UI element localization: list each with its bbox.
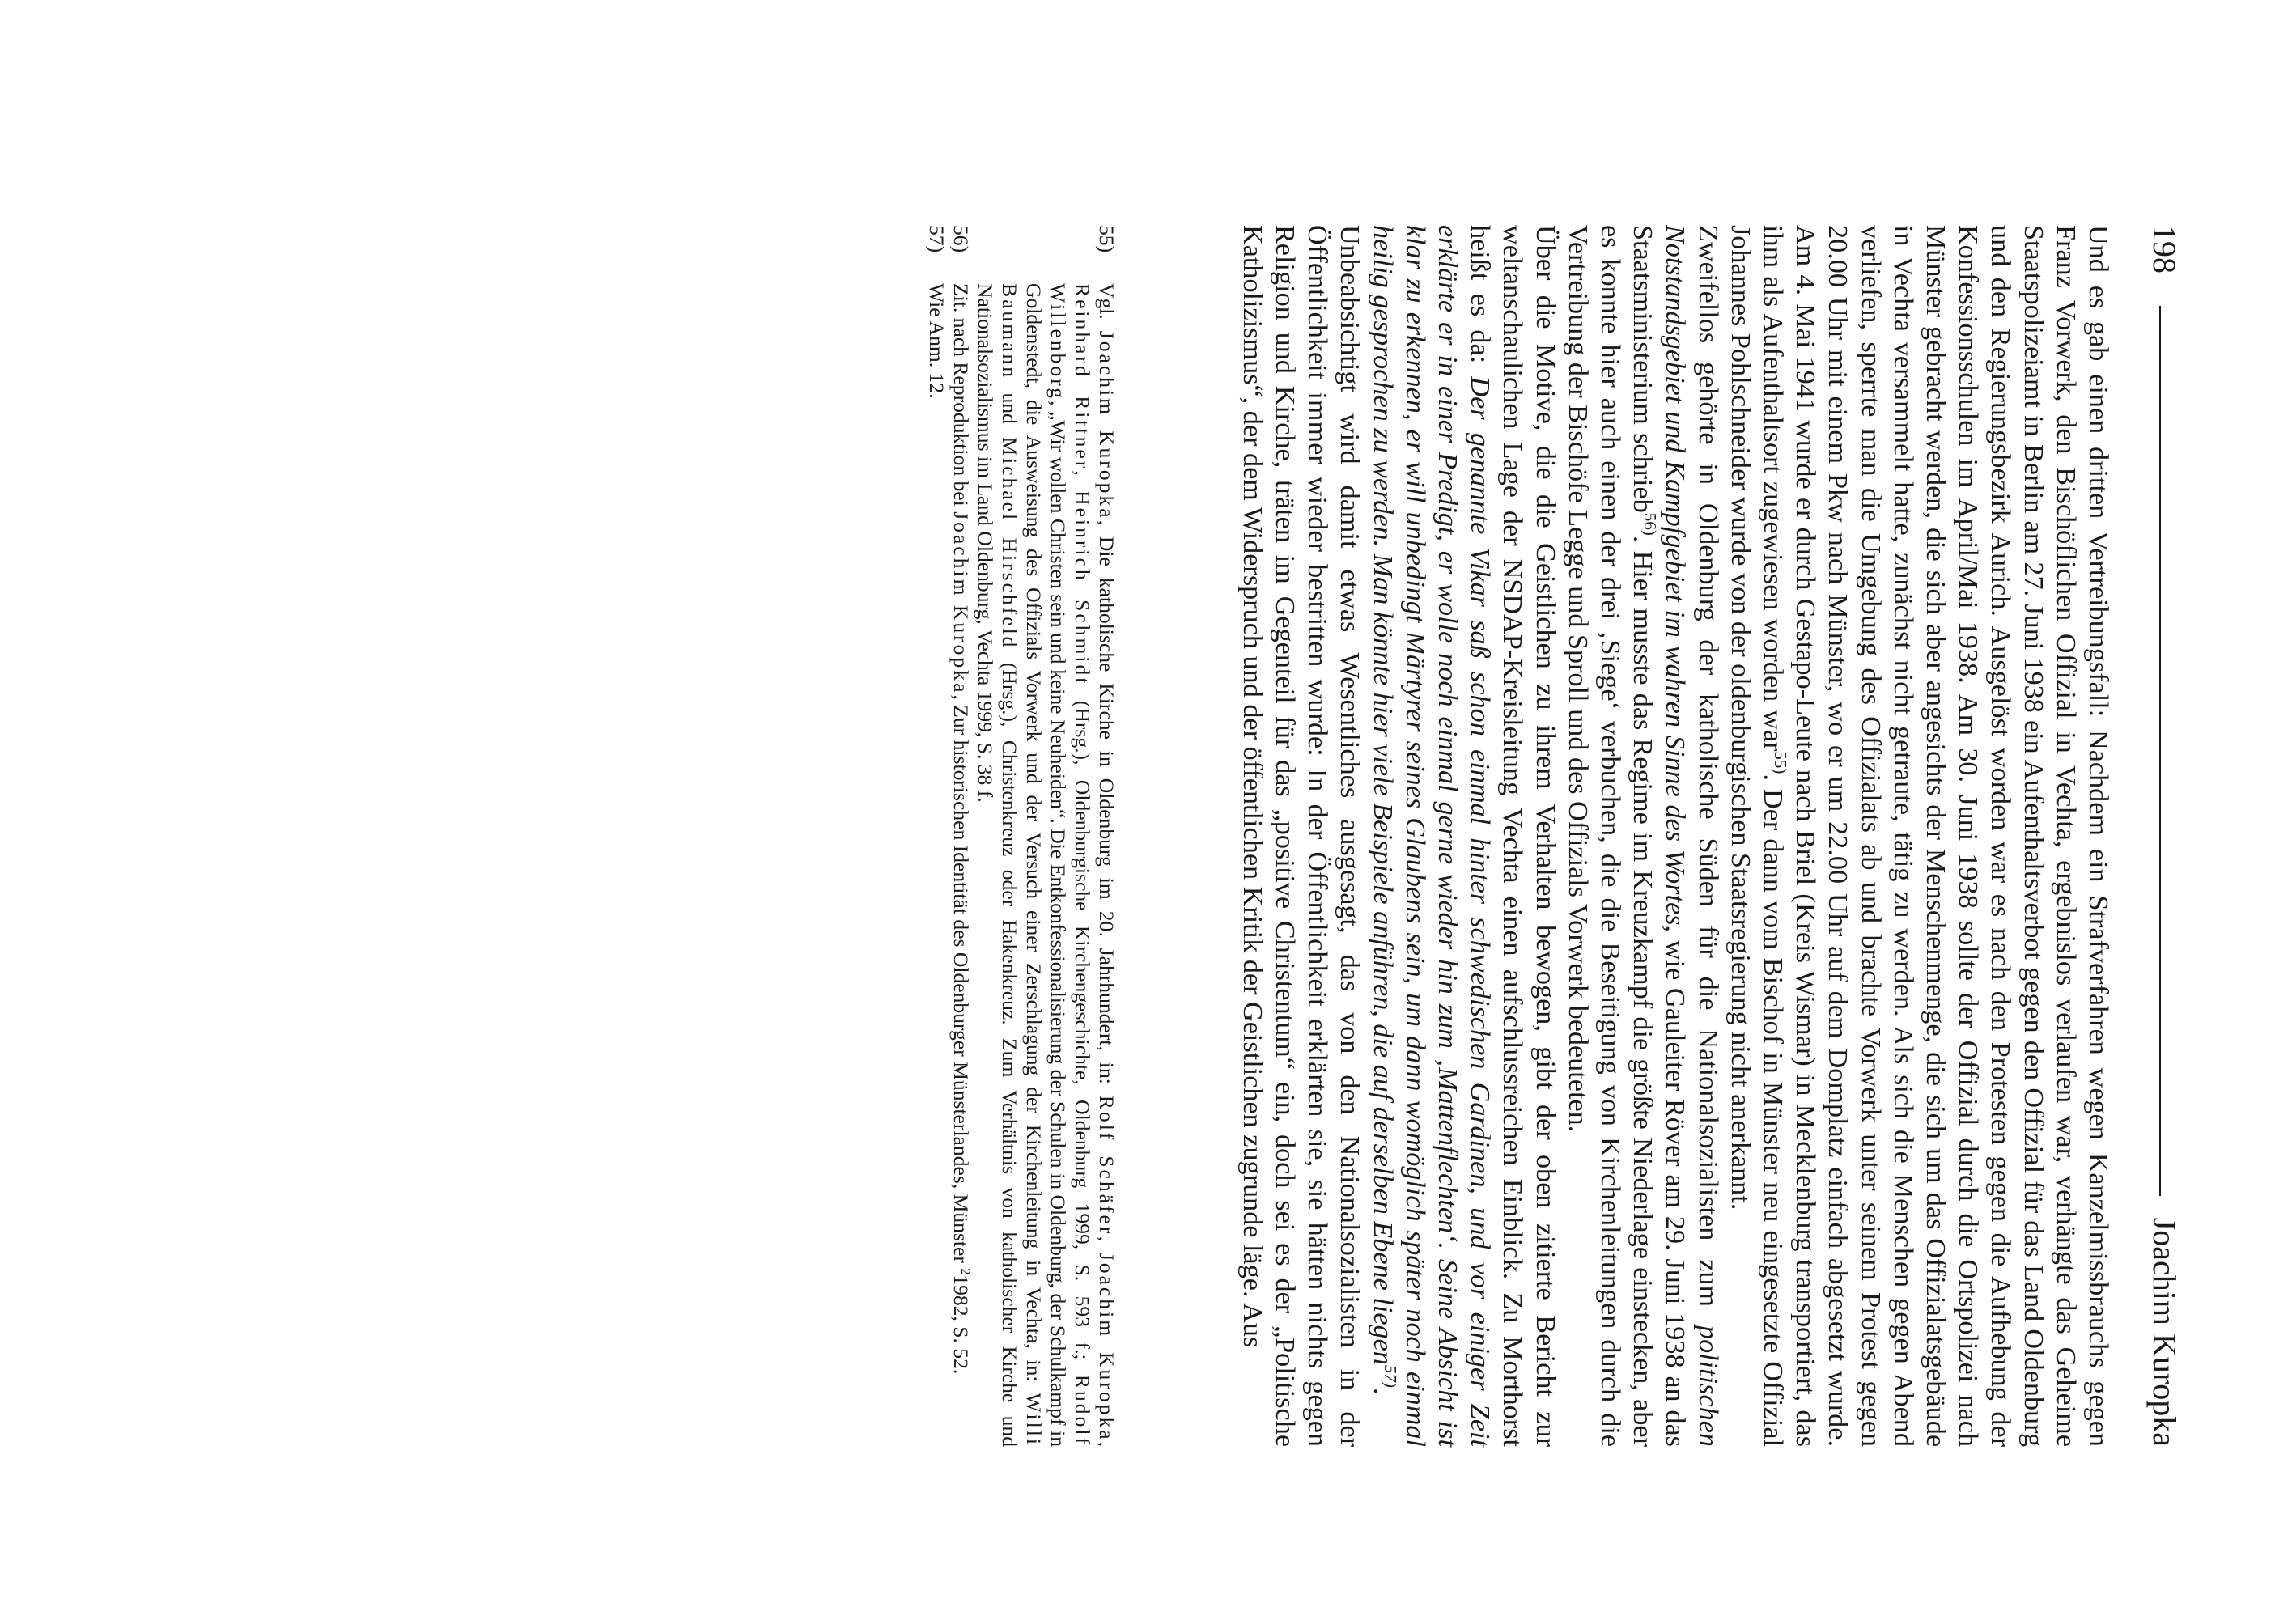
- footnote-ref-57[interactable]: 57): [1380, 1364, 1400, 1388]
- footnotes: [924, 225, 1118, 1447]
- running-head-author: Joachim Kuropka: [2146, 1217, 2183, 1447]
- author-name: Joachim Kuropka: [949, 511, 973, 695]
- author-name: Joachim Kuropka: [1095, 330, 1118, 520]
- edition-superscript: 2: [958, 1268, 972, 1275]
- author-name: Heinrich Schmidt: [1071, 490, 1094, 686]
- footnote-55: 55) Vgl. Joachim Kuropka, Die katholische Kirche in Oldenburg im 20. Jahrhundert, in: Rolf Schäfer, Joachim Kuropka, Reinhard Rittner, Heinrich Schmidt (Hrsg.), Oldenburgische Kirchengeschichte, Oldenburg 1999, S. 593 f.; Rudolf Willenborg, „Wir wollen Christen sein und keine Neuheiden“. Die Entkonfessionalisierung der Schulen in Oldenburg, der Schulkampf in Goldenstedt, die Ausweisung des Offizials Vorwerk und der Versuch einer Zerschlagung der Kirchenleitung in Vechta, in: Willi Baumann und Michael Hirschfeld (Hrsg.), Christenkreuz oder Hakenkreuz. Zum Verhältnis von katholischer Kirche und Nationalsozialismus im Land Oldenburg, Vechta 1999, S. 38 f.: [974, 225, 1118, 1448]
- author-name: Michael Hirschfeld: [998, 437, 1021, 650]
- footnote-number: 57): [925, 225, 949, 253]
- author-name: Willi Baumann: [998, 283, 1046, 1447]
- author-name: Rudolf Willenborg: [1046, 283, 1094, 1448]
- book-page: [599, 225, 2185, 1448]
- footnote-56: 56) Zit. nach Reproduktion bei Joachim Kuropka, Zur historischen Identität des Oldenburger Münsterlandes, Münster $^2$1982, S. 52.: [949, 225, 973, 1375]
- quote-italic: Der genannte Vikar saß schon einmal hinter schwedischen Gardinen, und vor einiger Zeit erklärte er in einer Predigt, er wolle noch einmal gerne wieder hin zum ‚Mattenflechten‘. Seine Absicht ist klar zu erkennen, er will unbedingt Märtyrer seines Glaubens sein, um dann womöglich später noch einmal heilig gesprochen zu werden. Man könnte hier viele Beispiele anführen, die auf derselben Ebene liegen$^{57)}$: [1367, 225, 1496, 1447]
- footnote-ref-55[interactable]: 55): [1770, 751, 1790, 774]
- paragraph-4: Unbeabsichtigt wird damit etwas Wesentliches ausgesagt, das von den Nationalsozialisten in der Öffentlichkeit immer wieder bestritten wurde: In der Öffentlichkeit erklärten sie, sie hätten nichts gegen Religion und Kirche, träten im Gegenteil für das „positive Christentum“ ein, doch sei es der „Politische Katholizismus“, der dem Widerspruch und der öffentlichen Kritik der Geistlichen zugrunde läge. Aus: [1237, 225, 1365, 1447]
- paragraph-2: Zweifellos gehörte in Oldenburg der katholische Süden für die Nationalsozialisten zum politischen Notstandsgebiet und Kampfgebiet im wahren Sinne des Wortes, wie Gauleiter Röver am 29. Juni 1938 an das Staatsministerium schrieb$^{56)}$. Hier musste das Regime im Kreuzkampf die größte Niederlage einstecken, aber es konnte hier auch einen der drei ‚Siege‘ verbuchen, die die Beseitigung von Kirchenleitungen durch die Vertreibung der Bischöfe Legge und Sproll und des Offizials Vorwerk bedeuteten.: [1562, 225, 1723, 1447]
- author-name: Reinhard Rittner: [1071, 283, 1094, 471]
- footnote-ref-56[interactable]: 56): [1640, 512, 1661, 536]
- running-head: [2137, 225, 2185, 1447]
- main-text: [1236, 225, 2114, 1447]
- paragraph-3: Über die Motive, die die Geistlichen zu ihrem Verhalten bewogen, gibt der oben zitierte Bericht zur weltanschaulichen Lage der NSDAP-Kreisleitung Vechta einen aufschlussreichen Einblick. Zu Morthorst heißt es da: Der genannte Vikar saß schon einmal hinter schwedischen Gardinen, und vor einiger Zeit erklärte er in einer Predigt, er wolle noch einmal gerne wieder hin zum ‚Mattenflechten‘. Seine Absicht ist klar zu erkennen, er will unbedingt Märtyrer seines Glaubens sein, um dann womöglich später noch einmal heilig gesprochen zu werden. Man könnte hier viele Beispiele anführen, die auf derselben Ebene liegen$^{57)}$.: [1367, 225, 1560, 1447]
- paragraph-1: Und es gab einen dritten Vertreibungsfall: Nachdem ein Strafverfahren wegen Kanzelmissbrauchs gegen Franz Vorwerk, den Bischöflichen Offizial in Vechta, ergebnislos verlaufen war, verhängte das Geheime Staatspolizeiamt in Berlin am 27. Juni 1938 ein Aufenthaltsverbot gegen den Offizial für das Land Oldenburg und den Regierungsbezirk Aurich. Ausgelöst worden war es nach den Protesten gegen die Aufhebung der Konfessionsschulen im April/Mai 1938. Am 30. Juni 1938 sollte der Offizial durch die Ortspolizei nach Münster gebracht werden, die sich aber angesichts der Menschenmenge, die sich um das Offizialatsgebäude in Vechta versammelt hatte, zunächst nicht getraute, tätig zu werden. Als sich die Menschen gegen Abend verliefen, sperrte man die Umgebung des Offizialats ab und brachte Vorwerk unter seinem Protest gegen 20.00 Uhr mit einem Pkw nach Münster, wo er um 22.00 Uhr auf dem Domplatz einfach abgesetzt wurde. Am 4. Mai 1941 wurde er durch Gestapo-Leute nach Briel (Kreis Wismar) in Mecklenburg transportiert, das ihm als Aufenthaltsort zugewiesen worden war$^{55)}$. Der dann vom Bischof in Münster neu eingesetzte Offizial Johannes Pohlschneider wurde von der oldenburgischen Staatsregierung nicht anerkannt.: [1725, 225, 2113, 1447]
- author-name: Joachim Kuropka: [1095, 1252, 1118, 1442]
- header-rule: [2159, 306, 2161, 1196]
- quote-italic: politischen Notstandsgebiet und Kampfgebiet im wahren Sinne des Wortes: [1660, 225, 1723, 1447]
- page-number: 198: [2146, 225, 2183, 273]
- footnote-number: 55): [1095, 225, 1118, 253]
- footnote-57: 57) Wie Anm. 12.: [925, 225, 949, 399]
- author-name: Rolf Schäfer: [1095, 1095, 1118, 1236]
- footnote-number: 56): [949, 225, 973, 253]
